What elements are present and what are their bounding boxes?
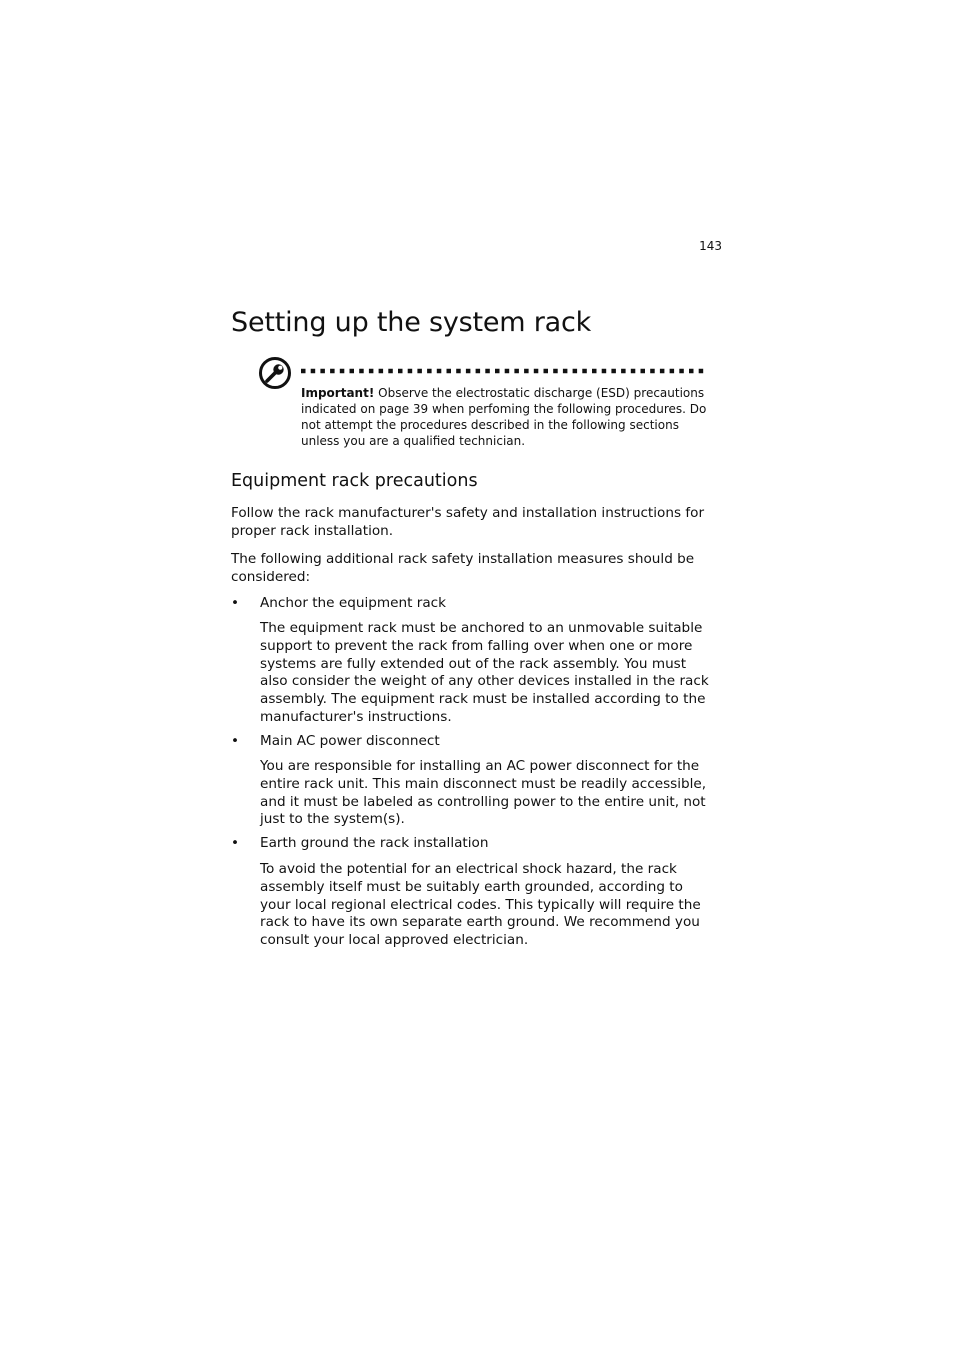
wrench-icon [258, 356, 292, 390]
note-dotted-rule [298, 368, 708, 374]
paragraph-rack-instructions: Follow the rack manufacturer's safety and installation instructions for proper rack installation. [231, 505, 705, 539]
section-heading: Equipment rack precautions [231, 471, 478, 491]
page-title: Setting up the system rack [231, 307, 592, 338]
important-note [301, 385, 711, 449]
bullet-detail-earth-ground: To avoid the potential for an electrical shock hazard, the rack assembly itself must be suitably earth grounded, according to your local regional electrical codes. This typically will require the rack to have its own separate earth ground. We recommend you consult your local approved electrician. [260, 861, 701, 949]
bullet-marker: • [231, 835, 240, 851]
important-note-text: Observe the electrostatic discharge (ESD) precautions indicated on page 39 when perfoming the following procedures. Do not attempt the procedures described in the following sections unless you are a qualified technician. [301, 386, 707, 448]
bullet-label: Main AC power disconnect [260, 733, 440, 749]
bullet-detail-anchor-rack: The equipment rack must be anchored to an unmovable suitable support to prevent the rack from falling over when one or more systems are fully extended out of the rack assembly. You must also consider the weight of any other devices installed in the rack assembly. The equipment rack must be installed according to the manufacturer's instructions. [260, 620, 709, 725]
bullet-marker: • [231, 595, 240, 611]
paragraph-additional-measures: The following additional rack safety installation measures should be considered: [231, 551, 695, 585]
bullet-label: Earth ground the rack installation [260, 835, 489, 851]
bullet-marker: • [231, 733, 240, 749]
page-number: 143 [699, 239, 722, 253]
bullet-label: Anchor the equipment rack [260, 595, 447, 611]
bullet-detail-ac-power-disconnect: You are responsible for installing an AC power disconnect for the entire rack unit. This main disconnect must be readily accessible, and it must be labeled as controlling power to the entire unit, not just to the system(s). [260, 758, 707, 828]
important-label: Important! [301, 386, 375, 400]
